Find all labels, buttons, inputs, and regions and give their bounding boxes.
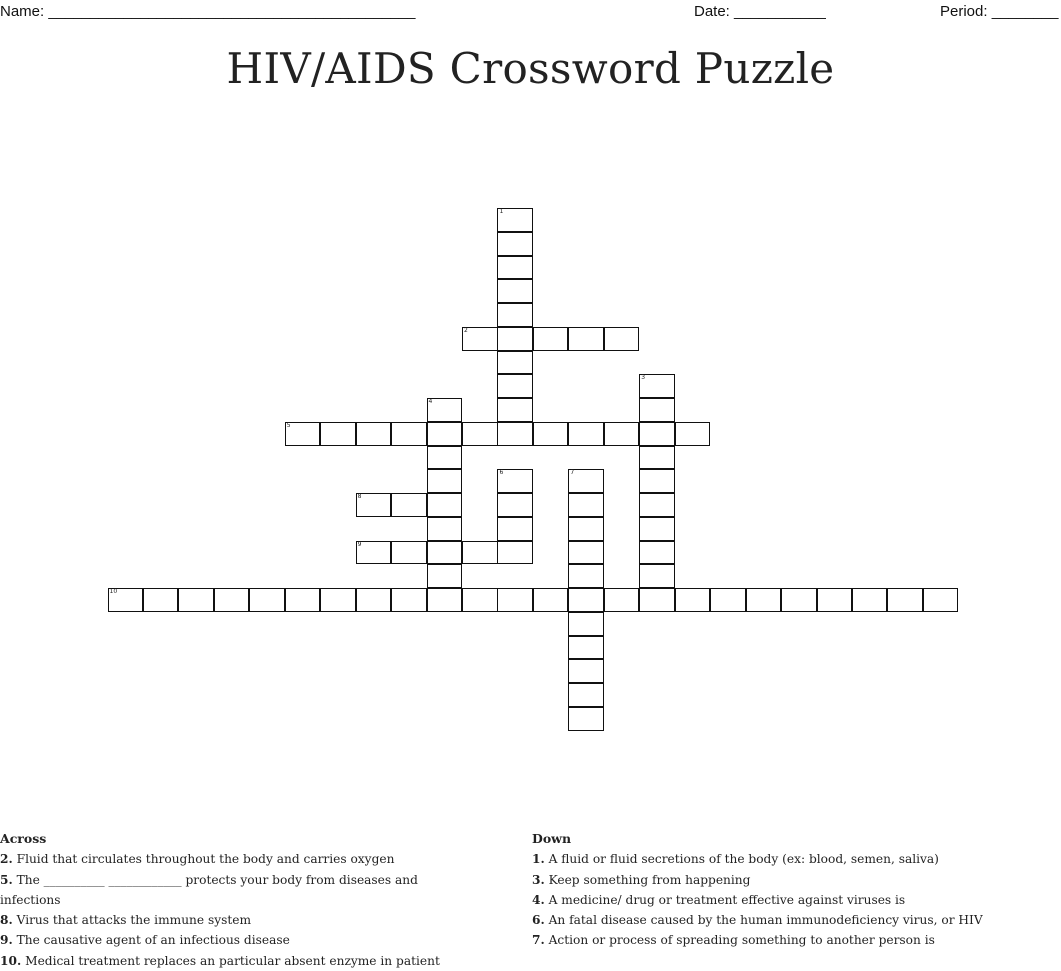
crossword-cell[interactable] [639,493,675,517]
down-clue [532,910,1061,930]
across-clue [0,870,480,911]
date-field: Date: ___________ [694,3,826,20]
crossword-cell[interactable] [568,659,604,683]
crossword-cell[interactable] [462,588,498,612]
crossword-cell[interactable] [568,612,604,636]
crossword-cell[interactable] [639,422,675,446]
crossword-cell[interactable] [427,422,463,446]
crossword-cell[interactable] [533,422,569,446]
period-field: Period: ________ [940,3,1059,20]
crossword-cell[interactable] [568,541,604,565]
crossword-cell[interactable] [391,588,427,612]
down-clue [532,870,1061,890]
clue-number-label: 9. [0,933,13,948]
crossword-cell[interactable] [143,588,179,612]
crossword-cell[interactable] [497,398,533,422]
crossword-cell[interactable] [285,588,321,612]
crossword-cell[interactable] [497,232,533,256]
clue-number: 7 [570,469,575,477]
clue-number-label: 10. [0,953,22,968]
clue-text: The causative agent of an infectious disease [12,933,290,948]
across-heading: Across [0,831,47,846]
crossword-cell[interactable] [356,422,392,446]
crossword-cell[interactable] [781,588,817,612]
crossword-cell[interactable] [427,588,463,612]
crossword-cell[interactable] [568,564,604,588]
across-clues [0,829,480,971]
crossword-cell[interactable] [568,636,604,660]
crossword-cell[interactable] [497,588,533,612]
clue-number-label: 5. [0,872,13,887]
name-field: Name: ____________________________________________ [0,3,416,20]
crossword-cell[interactable] [427,469,463,493]
crossword-cell[interactable] [639,398,675,422]
clue-text: Medical treatment replaces an particular absent enzyme in patient [21,953,440,968]
crossword-cell[interactable] [356,541,392,565]
crossword-cell[interactable] [533,327,569,351]
crossword-cell[interactable] [639,588,675,612]
crossword-cell[interactable] [923,588,959,612]
clue-number-label: 3. [532,872,545,887]
clue-number: 5 [286,421,291,429]
clue-text: Fluid that circulates throughout the body and carries oxygen [12,852,395,867]
page-title: HIV/AIDS Crossword Puzzle [226,44,835,93]
clue-number: 9 [357,540,362,548]
crossword-cell[interactable] [746,588,782,612]
crossword-cell[interactable] [427,564,463,588]
crossword-cell[interactable] [533,588,569,612]
crossword-cell[interactable] [639,564,675,588]
clue-number: 4 [428,398,433,405]
crossword-cell[interactable] [356,588,392,612]
crossword-cell[interactable] [285,422,321,446]
across-clue [0,849,480,869]
crossword-cell[interactable] [497,374,533,398]
clue-text: Action or process of spreading something to another person is [544,933,935,948]
crossword-cell[interactable] [497,493,533,517]
crossword-cell[interactable] [427,541,463,565]
clue-number: 8 [357,493,362,500]
clue-number: 1 [499,208,504,215]
crossword-cell[interactable] [675,588,711,612]
clue-text: An fatal disease caused by the human immunodeficiency virus, or HIV [544,913,983,928]
crossword-cell[interactable] [249,588,285,612]
crossword-cell[interactable] [214,588,250,612]
crossword-cell[interactable] [497,327,533,351]
crossword-cell[interactable] [568,588,604,612]
crossword-cell[interactable] [497,351,533,375]
crossword-cell[interactable] [568,493,604,517]
crossword-cell[interactable] [604,327,640,351]
crossword-cell[interactable] [568,517,604,541]
clue-number: 3 [641,374,646,382]
clue-number-label: 7. [532,933,545,948]
clue-text: Keep something from happening [544,872,751,887]
crossword-cell[interactable] [604,422,640,446]
crossword-cell[interactable] [497,541,533,565]
crossword-cell[interactable] [639,541,675,565]
crossword-cell[interactable] [639,517,675,541]
clue-text: A fluid or fluid secretions of the body (ex: blood, semen, saliva) [544,852,939,867]
crossword-cell[interactable] [852,588,888,612]
crossword-cell[interactable] [639,374,675,398]
crossword-cell[interactable] [462,327,498,351]
crossword-cell[interactable] [427,517,463,541]
down-clue-list [532,849,1061,950]
crossword-cell[interactable] [427,493,463,517]
crossword-cell[interactable] [639,446,675,470]
crossword-cell[interactable] [497,517,533,541]
clue-number-label: 4. [532,892,545,907]
crossword-cell[interactable] [497,208,533,232]
crossword-cell[interactable] [320,422,356,446]
crossword-cell[interactable] [391,541,427,565]
crossword-cell[interactable] [462,422,498,446]
down-heading: Down [532,831,572,846]
across-clue [0,951,480,971]
clue-number: 2 [464,326,468,334]
crossword-cell[interactable] [427,398,463,422]
crossword-cell[interactable] [320,588,356,612]
crossword-cell[interactable] [178,588,214,612]
down-clue [532,890,1061,910]
crossword-cell[interactable] [568,469,604,493]
crossword-cell[interactable] [675,422,711,446]
crossword-cell[interactable] [391,493,427,517]
crossword-cell[interactable] [356,493,392,517]
clue-number-label: 1. [532,852,545,867]
across-clue [0,910,480,930]
clue-text: Virus that attacks the immune system [12,913,252,928]
crossword-cell[interactable] [887,588,923,612]
clue-number-label: 2. [0,852,13,867]
crossword-cell[interactable] [639,469,675,493]
crossword-cell[interactable] [568,683,604,707]
down-clue [532,930,1061,950]
crossword-cell[interactable] [497,303,533,327]
down-clue [532,849,1061,869]
crossword-cell[interactable] [817,588,853,612]
crossword-cell[interactable] [710,588,746,612]
crossword-cell[interactable] [604,588,640,612]
crossword-cell[interactable] [497,279,533,303]
crossword-cell[interactable] [427,446,463,470]
clue-number: 10 [109,588,118,595]
crossword-cell[interactable] [568,327,604,351]
clue-text: A medicine/ drug or treatment effective against viruses is [544,892,906,907]
crossword-cell[interactable] [497,256,533,280]
clue-number-label: 6. [532,913,545,928]
crossword-cell[interactable] [568,422,604,446]
crossword-cell[interactable] [462,541,498,565]
across-clue [0,930,480,950]
clue-text: The __________ ____________ protects your body from diseases and infections [0,872,418,907]
clue-number-label: 8. [0,913,13,928]
crossword-cell[interactable] [391,422,427,446]
down-clues [532,829,1061,951]
crossword-cell[interactable] [568,707,604,731]
clue-number: 6 [499,469,504,477]
crossword-cell[interactable] [108,588,144,612]
crossword-cell[interactable] [497,422,533,446]
crossword-cell[interactable] [497,469,533,493]
across-clue-list [0,849,480,971]
